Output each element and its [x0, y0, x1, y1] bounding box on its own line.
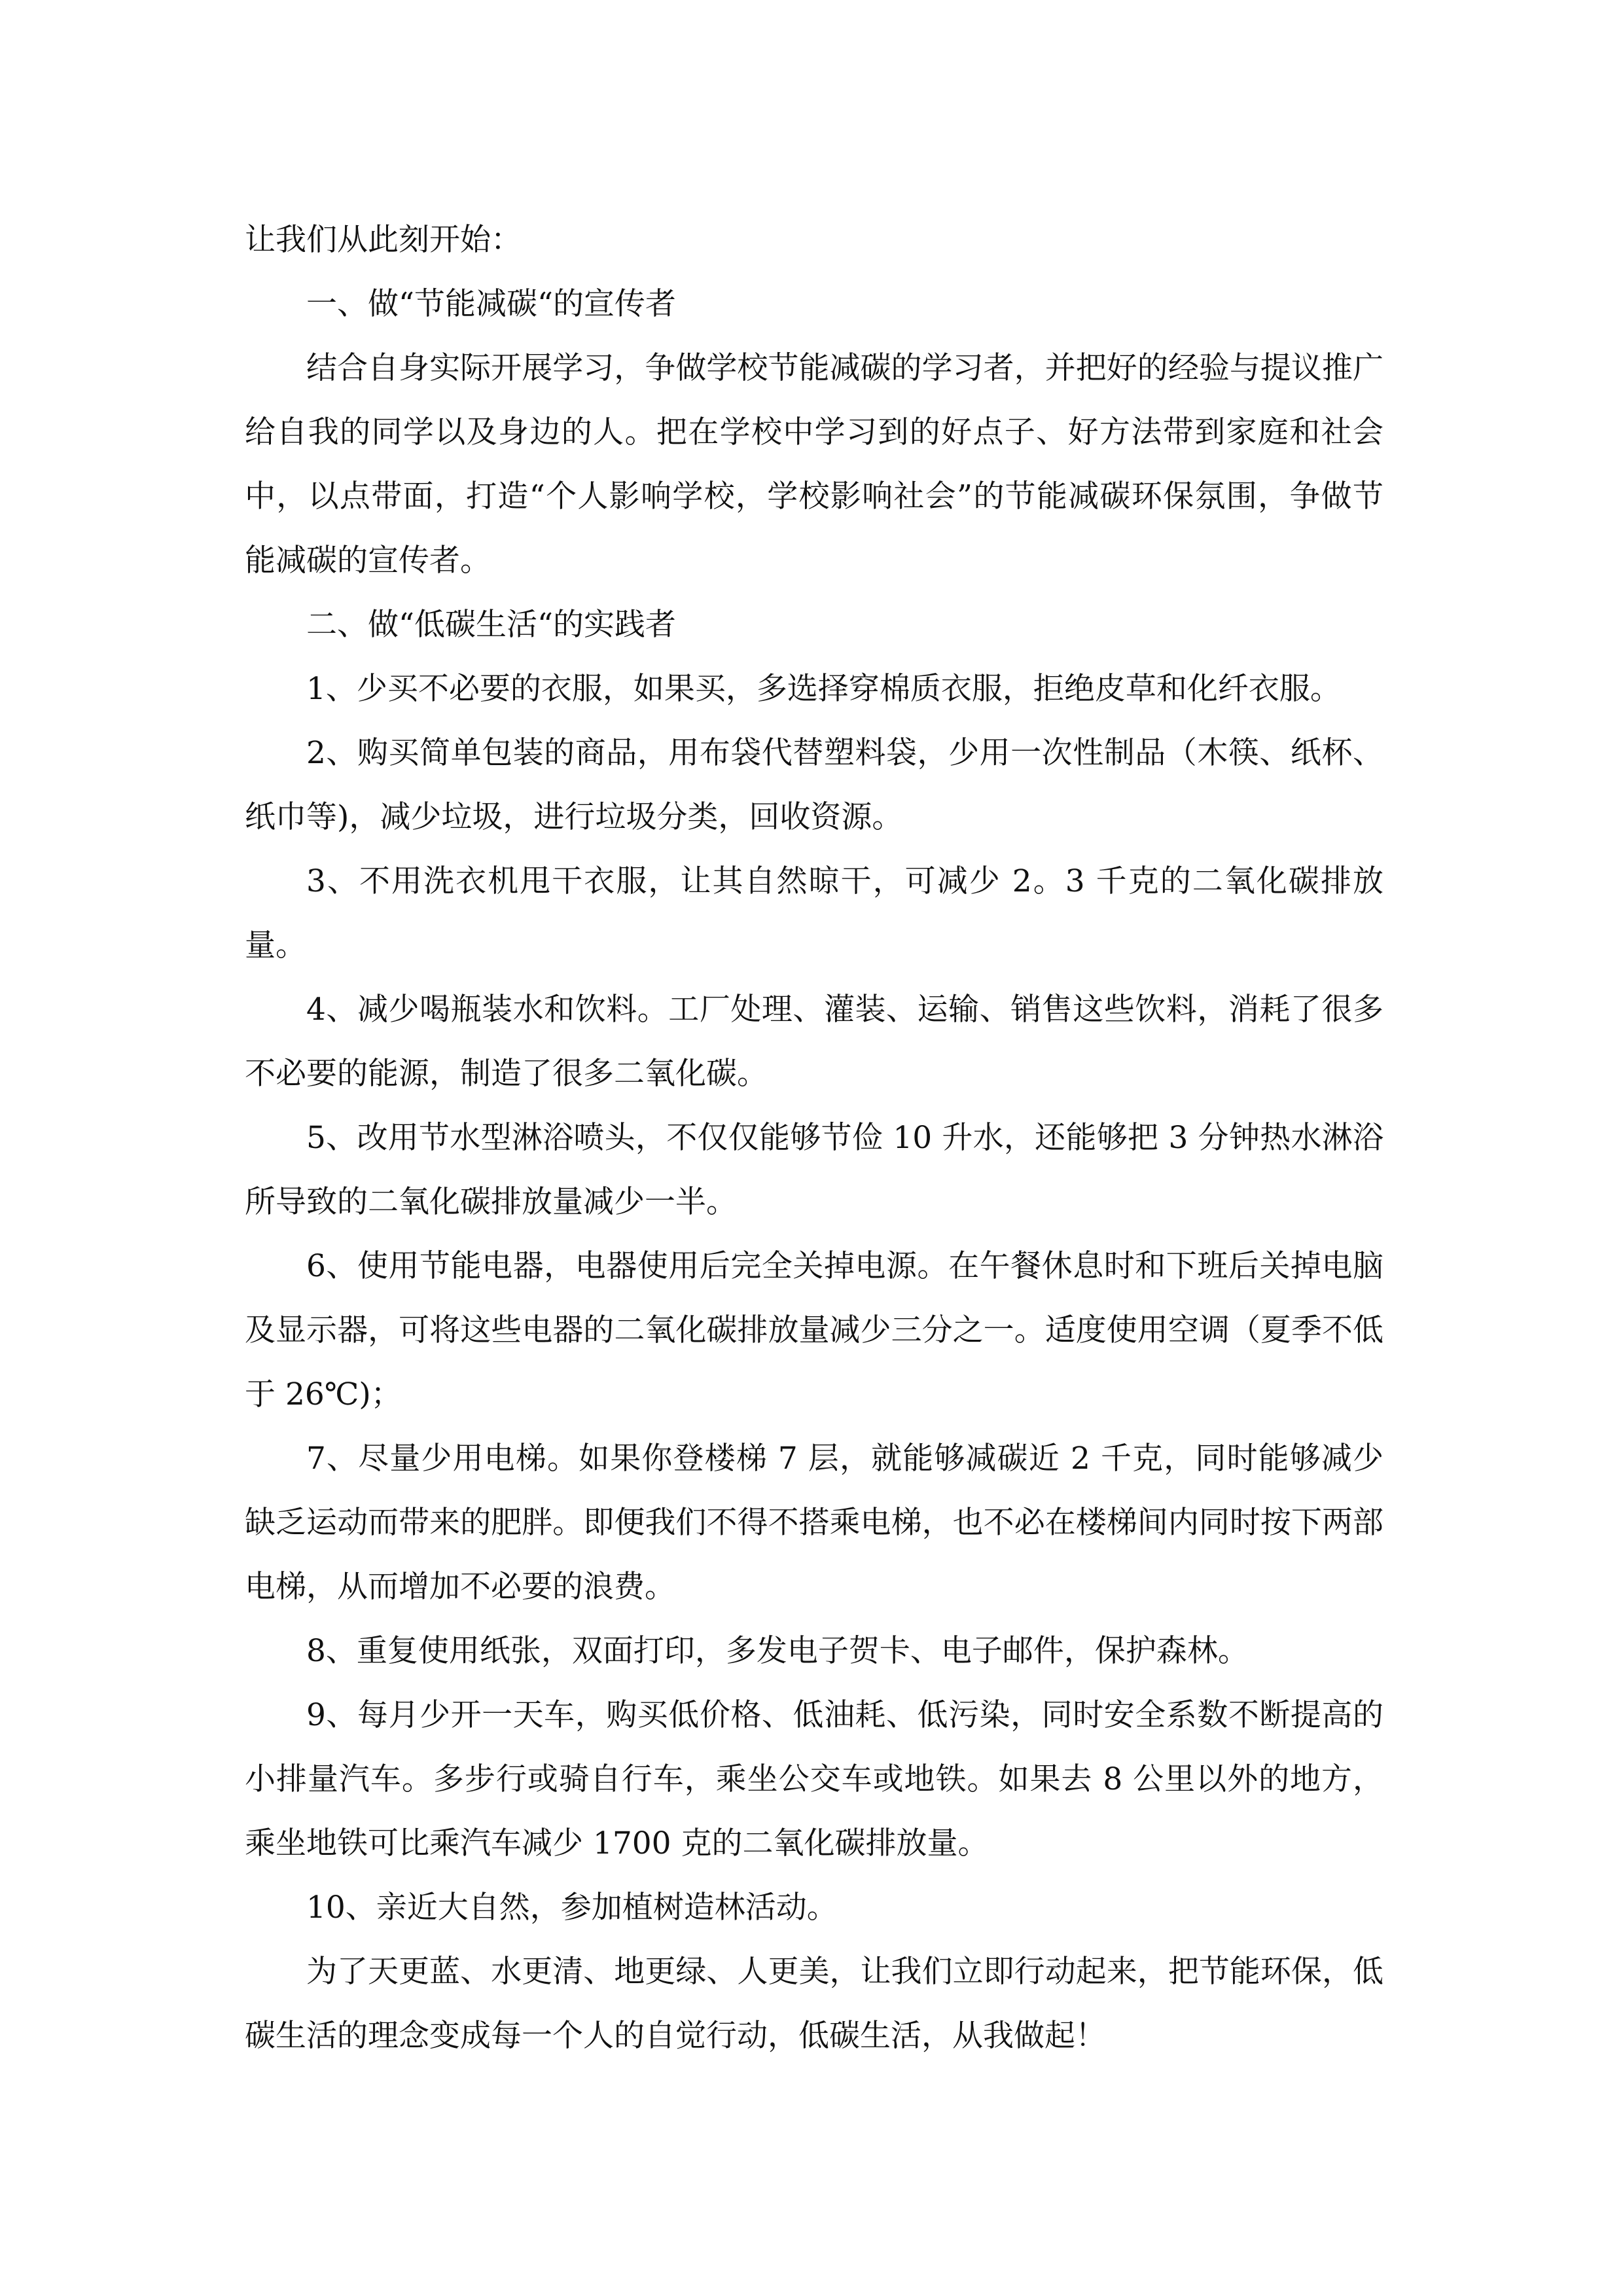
list-item-8: 8、重复使用纸张，双面打印，多发电子贺卡、电子邮件，保护森林。: [306, 1633, 1249, 1669]
list-item-6: 6、使用节能电器，电器使用后完全关掉电源。在午餐休息时和下班后关掉电脑及显示器，可将这些电器的二氧化碳排放量减少三分之一。适度使用空调（夏季不低于 26℃)；: [245, 1248, 1383, 1412]
section-heading-promoter: 一、做“节能减碳“的宣传者: [306, 286, 677, 322]
list-item-9: 9、每月少开一天车，购买低价格、低油耗、低污染，同时安全系数不断提高的小排量汽车。多步行或骑自行车，乘坐公交车或地铁。如果去 8 公里以外的地方，乘坐地铁可比乘汽车减少 1700 克的二氧化碳排放量。: [245, 1697, 1383, 1861]
document-body: [245, 208, 1383, 2068]
list-item-1: 1、少买不必要的衣服，如果买，多选择穿棉质衣服，拒绝皮草和化纤衣服。: [306, 671, 1341, 707]
intro-line: 让我们从此刻开始：: [245, 222, 522, 258]
list-item-7: 7、尽量少用电梯。如果你登楼梯 7 层，就能够减碳近 2 千克，同时能够减少缺乏运动而带来的肥胖。即便我们不得不搭乘电梯，也不必在楼梯间内同时按下两部电梯，从而增加不必要的浪费。: [245, 1441, 1383, 1605]
section-heading-practitioner: 二、做“低碳生活“的实践者: [306, 607, 677, 643]
paragraph-promoter-body: 结合自身实际开展学习，争做学校节能减碳的学习者，并把好的经验与提议推广给自我的同学以及身边的人。把在学校中学习到的好点子、好方法带到家庭和社会中，以点带面，打造“个人影响学校，学校影响社会”的节能减碳环保氛围，争做节能减碳的宣传者。: [245, 350, 1383, 579]
list-item-4: 4、减少喝瓶装水和饮料。工厂处理、灌装、运输、销售这些饮料，消耗了很多不必要的能源，制造了很多二氧化碳。: [245, 992, 1383, 1092]
list-item-3: 3、不用洗衣机甩干衣服，让其自然晾干，可减少 2。3 千克的二氧化碳排放量。: [245, 863, 1383, 963]
closing-paragraph: 为了天更蓝、水更清、地更绿、人更美，让我们立即行动起来，把节能环保，低碳生活的理念变成每一个人的自觉行动，低碳生活，从我做起！: [245, 1954, 1383, 2054]
list-item-2: 2、购买简单包装的商品，用布袋代替塑料袋，少用一次性制品（木筷、纸杯、纸巾等)，减少垃圾，进行垃圾分类，回收资源。: [245, 735, 1383, 835]
list-item-5: 5、改用节水型淋浴喷头，不仅仅能够节俭 10 升水，还能够把 3 分钟热水淋浴所导致的二氧化碳排放量减少一半。: [245, 1120, 1383, 1220]
list-item-10: 10、亲近大自然，参加植树造林活动。: [306, 1890, 838, 1926]
